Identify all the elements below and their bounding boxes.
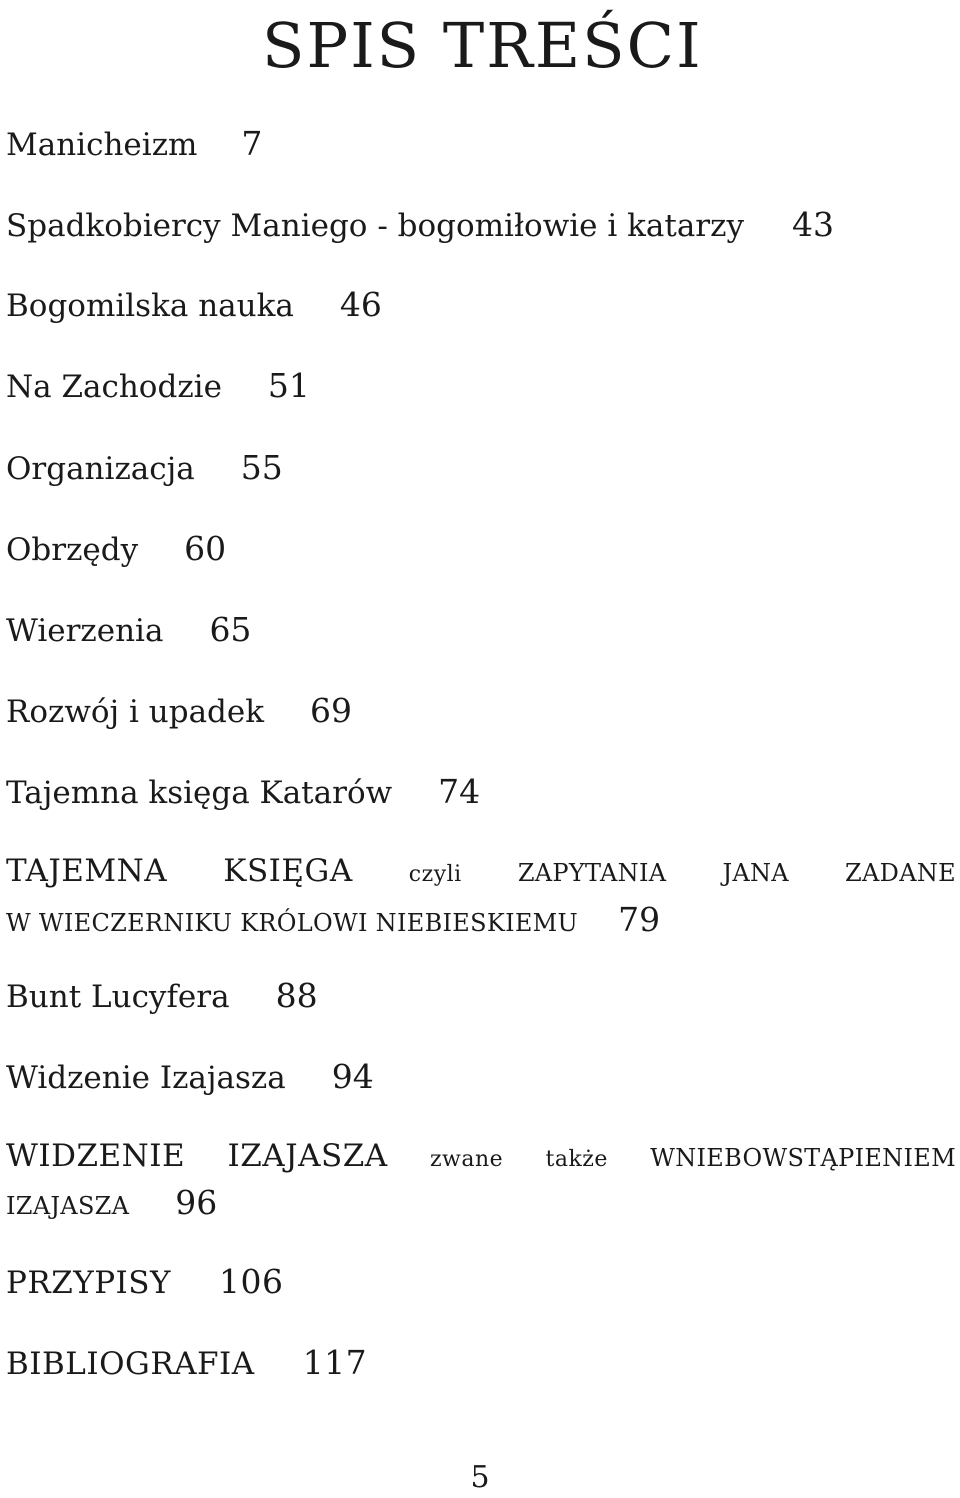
toc-entry-page: 7 <box>241 124 263 163</box>
toc-word: JANA <box>722 859 789 887</box>
toc-entry-tajemna-line2[interactable] <box>6 900 660 943</box>
toc-entry-tajemna-line1[interactable] <box>6 853 956 889</box>
toc-entry-page: 88 <box>275 976 318 1015</box>
toc-entry-title: Bunt Lucyfera <box>6 979 230 1015</box>
toc-entry-title: BIBLIOGRAFIA <box>6 1346 255 1382</box>
toc-word: WNIEBOWSTĄPIENIEM <box>650 1144 956 1172</box>
toc-entry[interactable] <box>6 610 251 651</box>
toc-entry[interactable] <box>6 448 283 489</box>
toc-entry-page: 46 <box>339 285 382 324</box>
toc-word: KSIĘGA <box>223 853 353 889</box>
toc-word: także <box>545 1147 608 1172</box>
toc-entry-title: Manicheizm <box>6 127 198 163</box>
toc-entry-title: Bogomilska nauka <box>6 288 294 324</box>
toc-entry[interactable] <box>6 205 834 246</box>
toc-entry-page: 117 <box>302 1343 368 1382</box>
toc-entry[interactable] <box>6 529 226 570</box>
page-title: SPIS TREŚCI <box>262 9 703 82</box>
toc-entry[interactable] <box>6 366 310 407</box>
toc-entry-przypisy[interactable] <box>6 1262 284 1303</box>
toc-entry-title: Na Zachodzie <box>6 369 222 405</box>
toc-entry-title: Rozwój i upadek <box>6 694 265 730</box>
toc-word: WIDZENIE <box>6 1138 186 1174</box>
toc-word: IZAJASZA <box>227 1138 388 1174</box>
toc-word: zwane <box>429 1147 504 1172</box>
toc-entry-page: 74 <box>438 772 481 811</box>
toc-entry-page: 43 <box>791 205 834 244</box>
page-number: 5 <box>470 1460 490 1495</box>
toc-entry-title: Widzenie Izajasza <box>6 1060 286 1096</box>
toc-entry[interactable] <box>6 1057 374 1098</box>
toc-entry-page: 106 <box>219 1262 284 1301</box>
toc-entry-page: 51 <box>267 366 310 405</box>
toc-entry-title: Spadkobiercy Maniego - bogomiłowie i katarzy <box>6 208 744 244</box>
toc-entry-page: 60 <box>184 529 227 568</box>
toc-entry-title: Organizacja <box>6 451 195 487</box>
toc-entry[interactable] <box>6 124 262 165</box>
toc-entry-title: Tajemna księga Katarów <box>6 775 393 811</box>
toc-entry-page: 65 <box>209 610 252 649</box>
toc-entry[interactable] <box>6 976 318 1017</box>
toc-entry[interactable] <box>6 772 480 813</box>
toc-entry-page: 55 <box>240 448 283 487</box>
toc-word: ZADANE <box>845 859 956 887</box>
toc-word: TAJEMNA <box>6 853 168 889</box>
toc-entry-page: 79 <box>618 900 661 939</box>
toc-entry-page: 69 <box>310 691 353 730</box>
toc-entry[interactable] <box>6 691 352 732</box>
toc-entry-title: PRZYPISY <box>6 1265 172 1301</box>
toc-word: czyli <box>408 862 462 887</box>
toc-word: ZAPYTANIA <box>517 859 667 887</box>
toc-entry-title: IZAJASZA <box>6 1192 130 1220</box>
toc-entry-page: 96 <box>175 1183 218 1222</box>
toc-entry-title: Obrzędy <box>6 532 139 568</box>
toc-entry-title: W WIECZERNIKU KRÓLOWI NIEBIESKIEMU <box>6 909 579 937</box>
toc-entry-bibliografia[interactable] <box>6 1343 367 1384</box>
toc-entry-widzenie-line2[interactable] <box>6 1183 217 1226</box>
toc-entry-title: Wierzenia <box>6 613 164 649</box>
toc-entry-widzenie-line1[interactable] <box>6 1138 956 1174</box>
toc-entry[interactable] <box>6 285 382 326</box>
toc-entry-page: 94 <box>331 1057 374 1096</box>
